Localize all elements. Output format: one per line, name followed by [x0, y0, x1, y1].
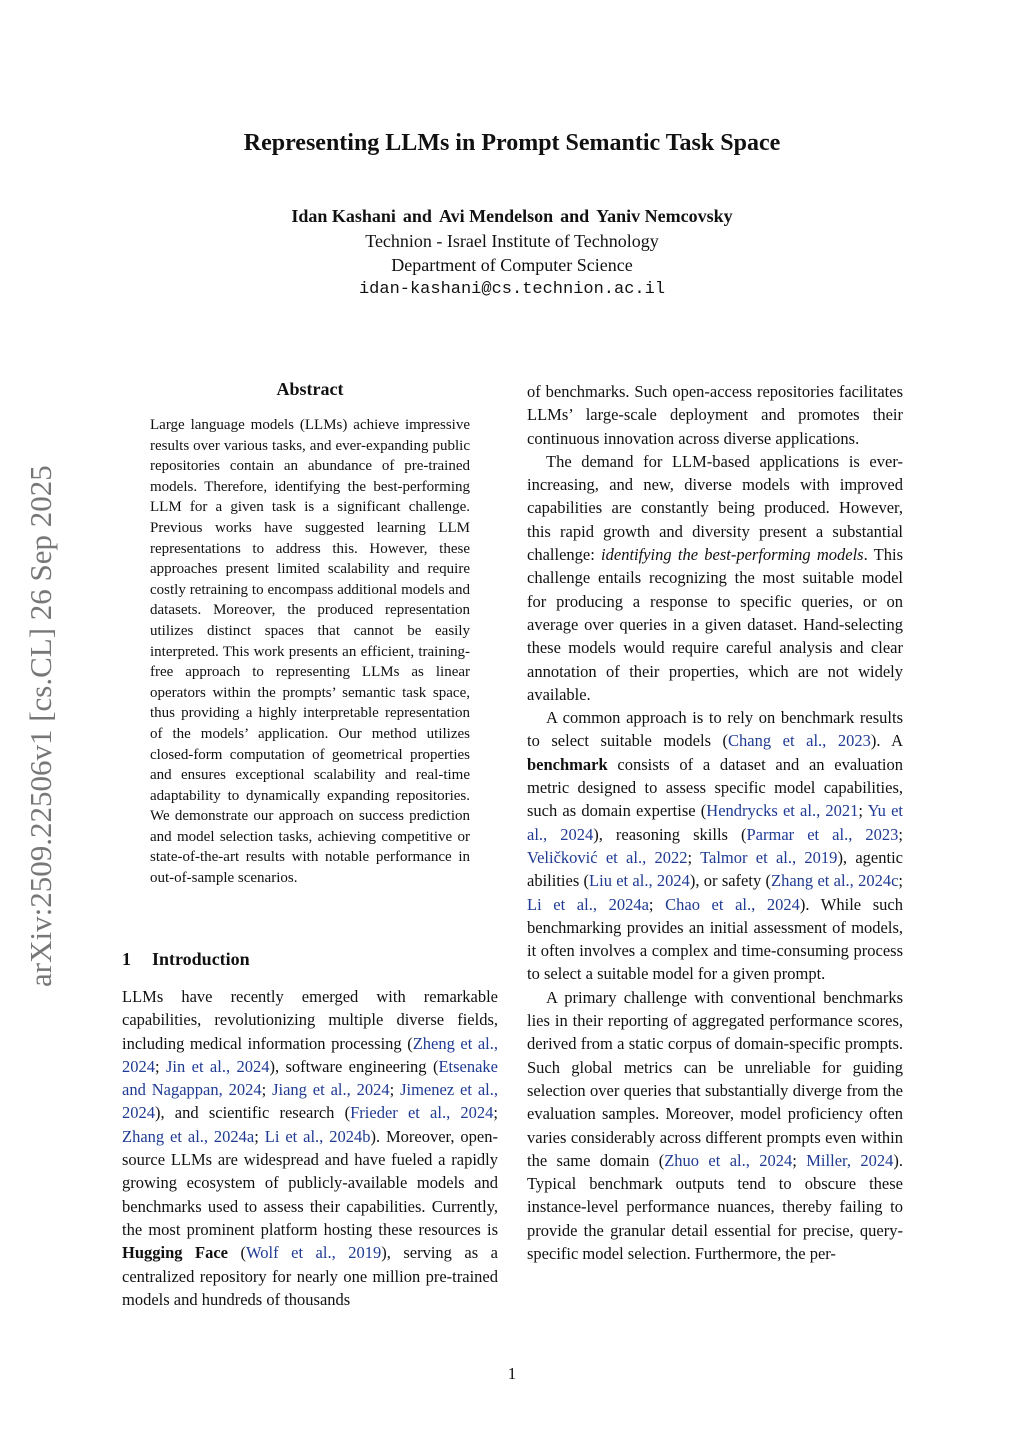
bold-term: Hugging Face [122, 1243, 229, 1263]
intro-paragraph-challenge [527, 986, 903, 1266]
text-run: ), reasoning skills ( [593, 824, 747, 844]
author-joiner: and [402, 206, 432, 226]
author-name: Idan Kashani [291, 206, 396, 226]
author-name: Avi Mendelson [438, 206, 554, 226]
citation-link[interactable]: Jimenez et al., 2024 [122, 1080, 498, 1123]
citation-link[interactable]: Miller, 2024 [806, 1150, 894, 1170]
text-run: ). Typical benchmark outputs tend to obscure these instance-level performance nuances, thereby failing to provide the granular detail essential for precise, query-specific model selection. Furthermore, the per- [527, 1150, 903, 1263]
text-run: ), and scientific research ( [155, 1103, 351, 1123]
citation-link[interactable]: Chang et al., 2023 [728, 731, 871, 751]
text-run: ), serving as a centralized repository for nearly one million pre-trained models and hundreds of thousands [122, 1243, 499, 1309]
text-run: ; [687, 847, 701, 867]
citation-link[interactable]: Hendrycks et al., 2021 [706, 801, 859, 821]
citation-link[interactable]: Zheng et al., 2024 [122, 1033, 499, 1076]
text-run: . This challenge entails recognizing the most suitable model for producing a response to specific queries, or on average over queries in a given dataset. Hand-selecting these models would require careful analysis and clear annotation of their properties, which are not widely available. [527, 545, 904, 704]
intro-paragraph-benchmarks [527, 706, 903, 986]
text-run: A primary challenge with conventional benchmarks lies in their reporting of aggregated performance scores, derived from a static corpus of domain-specific prompts. Such global metrics can be unreliable for guiding selection over queries that substantially diverge from the evaluation samples. Moreover, model proficiency often varies considerably across different prompts even within the same domain ( [527, 987, 903, 1170]
abstract-text: Large language models (LLMs) achieve impressive results over various tasks, and ever-expanding public repositories contain an abundance of pre-trained models. Therefore, identifying the best-performing LLM for a given task is a significant challenge. Previous works have suggested learning LLM representations to address this. However, these approaches present limited scalability and require costly retraining to encompass additional models and datasets. Moreover, the produced representation utilizes distinct spaces that cannot be easily interpreted. This work presents an efficient, training-free approach to representing LLMs as linear operators within the prompts’ semantic task space, thus providing a highly interpretable representation of the models’ application. Our method utilizes closed-form computation of geometrical properties and ensures exceptional scalability and real-time adaptability to dynamically expanding repositories. We demonstrate our approach on success prediction and model selection tasks, achieving competitive or state-of-the-art results with notable performance in out-of-sample scenarios. [150, 417, 470, 887]
right-column [527, 380, 903, 1265]
citation-link[interactable]: Frieder et al., 2024 [350, 1103, 494, 1123]
text-run: ; [155, 1056, 166, 1076]
citation-link[interactable]: Veličković et al., 2022 [527, 847, 688, 867]
citation-link[interactable]: Etsenake and Nagappan, 2024 [122, 1056, 498, 1100]
intro-paragraph-demand [527, 450, 903, 706]
citation-link[interactable]: Wolf et al., 2019 [246, 1243, 382, 1263]
text-run: ; [254, 1126, 265, 1146]
text-run: ). A [870, 731, 903, 751]
text-run: ( [228, 1243, 247, 1263]
text-run: ), agentic abilities ( [527, 847, 903, 891]
affiliation-department: Department of Computer Science [391, 255, 633, 275]
citation-link[interactable]: Liu et al., 2024 [589, 871, 690, 891]
author-names [0, 204, 1024, 229]
paper-title: Representing LLMs in Prompt Semantic Task Space [243, 130, 781, 156]
citation-link[interactable]: Li et al., 2024a [527, 894, 649, 914]
text-run: ). Moreover, open-source LLMs are widespread and have fueled a rapidly growing ecosystem of publicly-available models and benchmarks used to assess their capabilities. Currently, the most prominent platform hosting these resources is [122, 1126, 498, 1239]
author-email[interactable]: idan-kashani@cs.technion.ac.il [358, 279, 666, 299]
author-joiner: and [560, 206, 590, 226]
page-number: 1 [507, 1364, 517, 1383]
citation-link[interactable]: Yu et al., 2024 [527, 801, 903, 844]
citation-link[interactable]: Li et al., 2024b [264, 1126, 371, 1146]
author-block [0, 204, 1024, 302]
text-run: ), or safety ( [689, 871, 771, 891]
text-run: ; [792, 1150, 807, 1170]
citation-link[interactable]: Parmar et al., 2023 [746, 824, 899, 844]
section-title: Introduction [152, 949, 250, 969]
section-number: 1 [122, 949, 131, 969]
text-run: ; [648, 894, 666, 914]
citation-link[interactable]: Talmor et al., 2019 [700, 847, 838, 867]
text-run: ; [858, 801, 868, 821]
affiliation-institute: Technion - Israel Institute of Technology [365, 230, 659, 251]
text-run: ; [898, 871, 903, 891]
text-run: ). While such benchmarking provides an initial assessment of models, it often involves a complex and time-consuming process to select a suitable model for a given prompt. [527, 894, 903, 984]
citation-link[interactable]: Zhuo et al., 2024 [664, 1150, 793, 1170]
citation-link[interactable]: Chao et al., 2024 [665, 894, 800, 914]
text-run: ; [261, 1080, 273, 1100]
bold-term: benchmark [527, 754, 608, 774]
text-run: consists of a dataset and an evaluation metric designed to assess specific model capabilities, such as domain expertise ( [527, 754, 903, 821]
text-run: The demand for LLM-based applications is ever-increasing, and new, diverse models with improved capabilities are constantly being produced. However, this rapid growth and diversity present a substantial challenge: [527, 451, 903, 565]
text-run: A common approach is to rely on benchmark results to select suitable models ( [527, 708, 903, 751]
abstract-heading: Abstract [276, 379, 344, 399]
text-run: ; [493, 1103, 498, 1123]
section-heading-introduction [122, 949, 498, 970]
citation-link[interactable]: Zhang et al., 2024c [771, 871, 899, 891]
text-run: ; [898, 824, 903, 844]
citation-link[interactable]: Zhang et al., 2024a [122, 1126, 255, 1146]
emphasis-text: identifying the best-performing models [601, 545, 864, 565]
arxiv-identifier-stamp[interactable]: arXiv:2509.22506v1 [cs.CL] 26 Sep 2025 [23, 465, 58, 987]
intro-paragraph-left [122, 985, 498, 1311]
intro-paragraph-continued: of benchmarks. Such open-access repositories facilitates LLMs’ large-scale deployment and promotes their continuous innovation across diverse applications. [527, 382, 903, 448]
text-run: LLMs have recently emerged with remarkable capabilities, revolutionizing multiple diverse fields, including medical information processing ( [122, 987, 498, 1053]
text-run: ), software engineering ( [269, 1056, 439, 1076]
citation-link[interactable]: Jin et al., 2024 [165, 1056, 270, 1076]
citation-link[interactable]: Jiang et al., 2024 [272, 1080, 390, 1100]
text-run: ; [389, 1080, 401, 1100]
author-name: Yaniv Nemcovsky [596, 206, 733, 226]
